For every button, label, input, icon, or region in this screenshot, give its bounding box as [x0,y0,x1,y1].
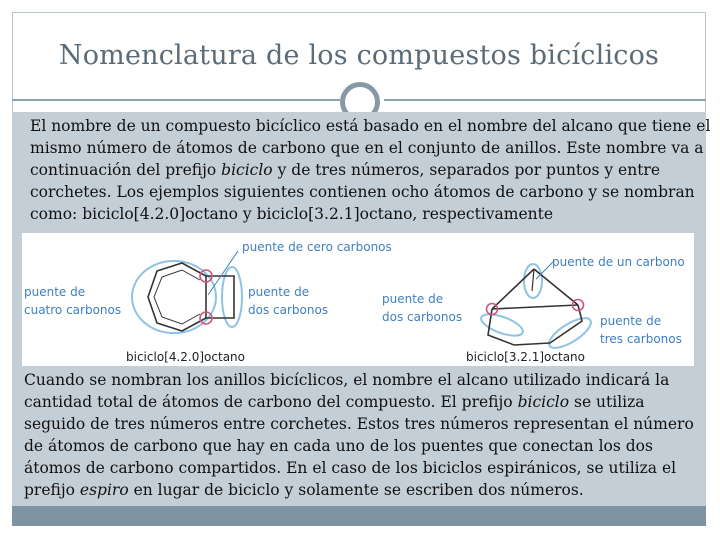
label-zero-bridge: puente de cero carbonos [242,240,392,254]
intro-text-2: y de tres números, separados por puntos y entre corchetes. Los ejemplos siguientes contienen ocho átomos de carbono y se nombran como: biciclo[4.2.0]octano y biciclo[3.2.1]octano, respectivamente [30,161,695,223]
three-carbon-bridge-highlight [545,313,595,354]
title-divider-right [384,99,706,101]
rules-prefix-espiro: espiro [79,481,129,499]
caption-bicyclo-420: biciclo[4.2.0]octano [126,350,245,364]
label-four-bridge-line1: puente de [24,285,86,299]
six-ring-bonds [148,263,206,331]
label-two-bridge-left-line1: puente de [248,285,310,299]
bicyclo-321-bond-d [532,269,534,291]
rules-prefix-biciclo: biciclo [517,393,570,411]
bicyclic-figure [22,233,694,366]
label-two-bridge-left-line2: dos carbonos [248,303,329,317]
rules-text-1: Cuando se nombran los anillos bicíclicos, el nombre el alcano utilizado indicará la cantidad total de átomos de carbono del compuesto. El prefijo [24,371,670,411]
bicyclo-321-bond-a [492,269,534,309]
rules-paragraph [24,369,694,501]
footer-strip [12,506,706,526]
label-four-bridge-line2: cuatro carbonos [24,303,122,317]
label-two-bridge-right-line2: dos carbonos [382,310,463,324]
bicyclo-321-bonds-outer [488,305,582,345]
bicyclic-diagram [22,233,694,366]
bicyclo-321-bond-c [492,305,578,309]
title-divider-left [12,99,340,101]
intro-paragraph [30,115,720,225]
label-one-bridge: puente de un carbono [552,255,685,269]
slide-title: Nomenclatura de los compuestos bicíclicos [58,40,660,71]
four-carbon-bridge-highlight [132,261,216,333]
intro-prefix-biciclo: biciclo [221,161,273,179]
rules-text-3: en lugar de biciclo y solamente se escriben dos números. [128,481,584,499]
six-ring-inner-bonds [154,270,200,324]
two-carbon-bridge-right-highlight [479,310,526,340]
four-ring-bonds [206,276,234,318]
label-three-bridge-line1: puente de [600,314,662,328]
label-three-bridge-line2: tres carbonos [600,332,682,346]
intro-text-1: El nombre de un compuesto bicíclico está basado en el nombre del alcano que tiene el mismo número de átomos de carbono que en el conjunto de anillos. Este nombre va a continuación del prefijo [30,117,711,179]
label-two-bridge-right-line1: puente de [382,292,444,306]
rules-text-2: se utiliza seguido de tres números entre corchetes. Estos tres números representan el número de átomos de carbono que hay en cada uno de los puentes que conectan los dos átomos de carbono compartidos. En el caso de los biciclos espiránicos, se utiliza el prefijo [24,393,694,499]
caption-bicyclo-321: biciclo[3.2.1]octano [466,350,585,364]
